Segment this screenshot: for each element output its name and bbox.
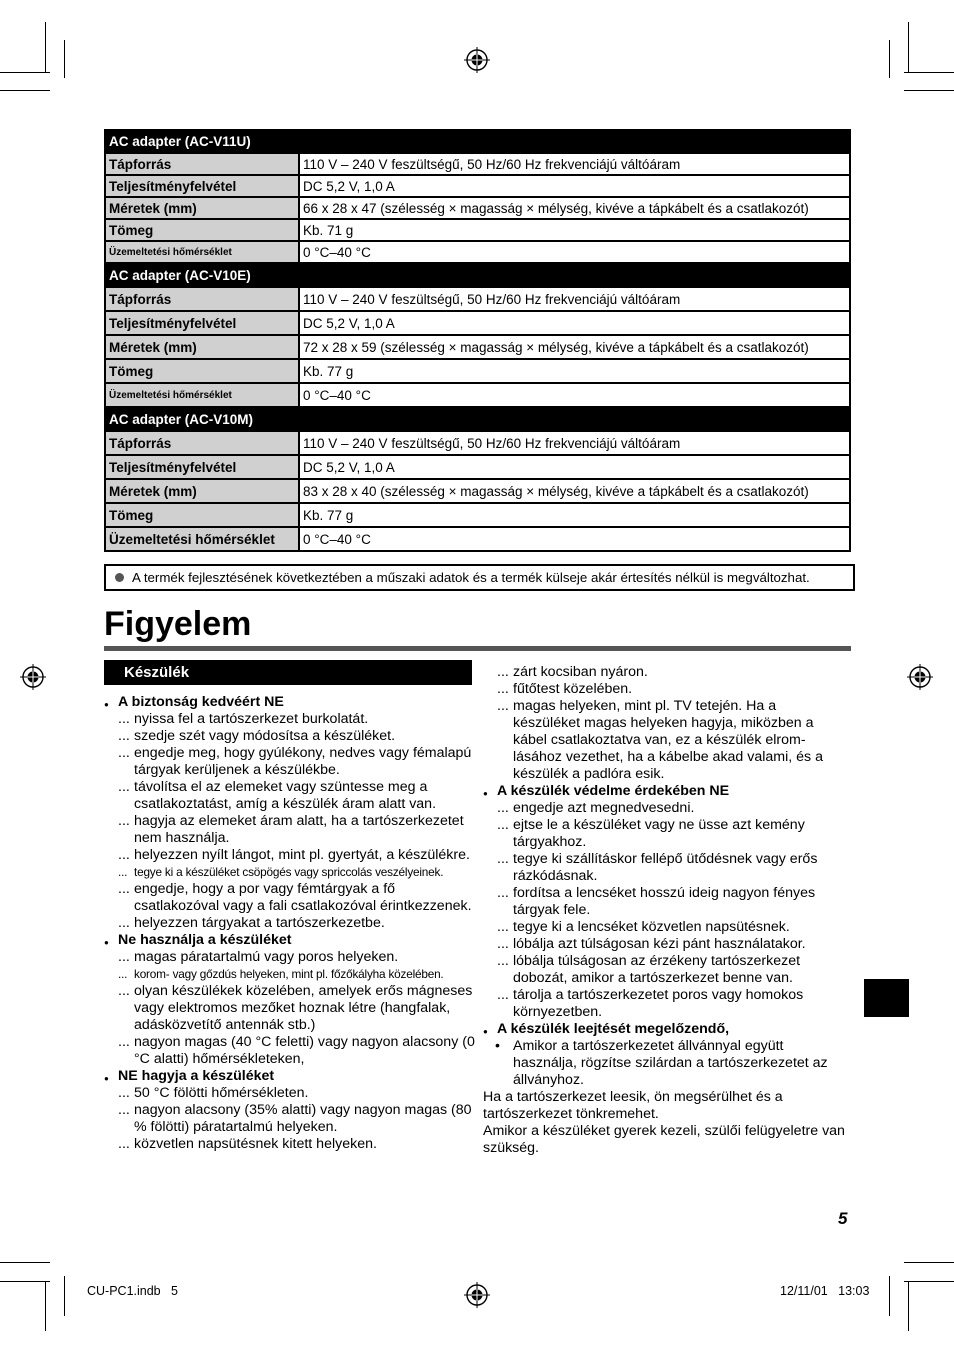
spec-value: 83 x 28 x 40 (szélesség × magasság × mélység, kivéve a tápkábelt és a csatlakozót)	[299, 479, 850, 503]
spec-key: Teljesítményfelvétel	[105, 175, 299, 197]
list-item: ... nagyon alacsony (35% alatti) vagy nagyon magas (80 % fölötti) páratartalmú helyeken.	[104, 1102, 476, 1136]
spec-value: 0 °C–40 °C	[299, 527, 850, 551]
section-heading: Készülék	[104, 660, 472, 685]
registration-mark-icon	[464, 47, 490, 73]
registration-mark-icon	[907, 664, 933, 690]
list-item: ... ejtse le a készüléket vagy ne üsse azt kemény tárgyakhoz.	[483, 817, 845, 851]
list-item: ... korom- vagy gőzdús helyeken, mint pl. főzőkályha közelében.	[104, 966, 476, 983]
crop-mark	[64, 1276, 65, 1316]
list-item: ... engedje, hogy a por vagy fémtárgyak a fő csatlakozóval vagy a fali csatlakozóval érintkezzenek.	[104, 881, 476, 915]
list-heading: ● Ne használja a készüléket	[104, 932, 476, 949]
list-item: ... lóbálja túlságosan az érzékeny tartószerkezet dobozát, amikor a tartószerkezet benne van.	[483, 953, 845, 987]
list-item: ... magas helyeken, mint pl. TV tetején. Ha a készüléket magas helyeken hagyja, miközben a kábel csatlakoztatva van, ez a készülék elromlásához vezethet, ha a kábelbe akad valami, és a készülék a padlóra esik.	[483, 698, 845, 783]
list-item: ... engedje azt megnedvesedni.	[483, 800, 845, 817]
crop-mark	[904, 1262, 954, 1263]
crop-mark	[908, 1281, 909, 1331]
footer-date: 12/11/01 13:03	[780, 1284, 870, 1298]
spec-value: 0 °C–40 °C	[299, 241, 850, 263]
crop-mark	[904, 1281, 954, 1282]
spec-key: Teljesítményfelvétel	[105, 455, 299, 479]
list-item: ... hagyja az elemeket áram alatt, ha a tartószerkezetet nem használja.	[104, 813, 476, 847]
crop-mark	[0, 72, 50, 73]
list-item: ... távolítsa el az elemeket vagy szüntesse meg a csatlakoztatást, amíg a készülék áram alatt van.	[104, 779, 476, 813]
crop-mark	[45, 1281, 46, 1331]
list-item: ... lóbálja azt túlságosan kézi pánt használatakor.	[483, 936, 845, 953]
spec-table	[104, 129, 851, 552]
crop-mark	[64, 40, 65, 78]
table-header: AC adapter (AC-V11U)	[105, 130, 850, 153]
table-header-row	[105, 263, 850, 287]
list-item: ... tárolja a tartószerkezetet poros vagy homokos környezetben.	[483, 987, 845, 1021]
note-text: A termék fejlesztésének következtében a műszaki adatok és a termék külseje akár értesítés nélkül is megváltozhat.	[132, 570, 810, 585]
spec-value: Kb. 77 g	[299, 503, 850, 527]
spec-key: Tömeg	[105, 359, 299, 383]
paragraph: Ha a tartószerkezet leesik, ön megsérülhet és a tartószerkezet tönkremehet.	[483, 1089, 783, 1122]
spec-value: DC 5,2 V, 1,0 A	[299, 455, 850, 479]
table-row	[105, 153, 850, 175]
list-heading: ● NE hagyja a készüléket	[104, 1068, 476, 1085]
crop-mark	[908, 22, 909, 72]
spec-note	[104, 564, 855, 591]
spec-value: 110 V – 240 V feszültségű, 50 Hz/60 Hz frekvenciájú váltóáram	[299, 431, 850, 455]
table-header-row	[105, 130, 850, 153]
list-item: ... magas páratartalmú vagy poros helyeken.	[104, 949, 476, 966]
list-item: ... 50 °C fölötti hőmérsékleten.	[104, 1085, 476, 1102]
table-row	[105, 479, 850, 503]
table-row	[105, 527, 850, 551]
list-item: ... olyan készülékek közelében, amelyek erős mágneses vagy elektromos mezőket hoznak létre (hangfalak, adásközvetítő antennák stb.)	[104, 983, 476, 1034]
crop-mark	[904, 90, 954, 91]
spec-key: Üzemeltetési hőmérséklet	[105, 241, 299, 263]
language-tab	[864, 979, 909, 1017]
spec-key: Méretek (mm)	[105, 197, 299, 219]
spec-key: Méretek (mm)	[105, 479, 299, 503]
spec-key: Teljesítményfelvétel	[105, 311, 299, 335]
page-number: 5	[838, 1209, 848, 1228]
page-title: Figyelem	[104, 605, 252, 643]
spec-value: 110 V – 240 V feszültségű, 50 Hz/60 Hz frekvenciájú váltóáram	[299, 287, 850, 311]
table-row	[105, 287, 850, 311]
registration-mark-icon	[464, 1282, 490, 1308]
crop-mark	[889, 40, 890, 78]
table-row	[105, 197, 850, 219]
list-item: ... fordítsa a lencséket hosszú ideig nagyon fényes tárgyak fele.	[483, 885, 845, 919]
spec-key: Tömeg	[105, 219, 299, 241]
table-row	[105, 359, 850, 383]
table-row	[105, 383, 850, 407]
list-heading: ● A készülék leejtését megelőzendő,	[483, 1021, 845, 1038]
table-header: AC adapter (AC-V10M)	[105, 407, 850, 431]
left-column	[104, 694, 476, 1153]
table-row	[105, 431, 850, 455]
spec-key: Tápforrás	[105, 153, 299, 175]
crop-mark	[45, 22, 46, 72]
table-row	[105, 219, 850, 241]
footer-file: CU-PC1.indb 5	[87, 1284, 179, 1298]
list-heading: ● A biztonság kedvéért NE	[104, 694, 476, 711]
crop-mark	[904, 72, 954, 73]
spec-value: Kb. 71 g	[299, 219, 850, 241]
crop-mark	[889, 1276, 890, 1316]
list-item: ... zárt kocsiban nyáron.	[483, 664, 845, 681]
list-item: ... közvetlen napsütésnek kitett helyeken.	[104, 1136, 476, 1153]
spec-key: Tápforrás	[105, 287, 299, 311]
spec-key: Üzemeltetési hőmérséklet	[105, 527, 299, 551]
list-item: ... nyissa fel a tartószerkezet burkolatát.	[104, 711, 476, 728]
bullet-icon	[115, 573, 124, 582]
spec-key: Tápforrás	[105, 431, 299, 455]
table-row	[105, 241, 850, 263]
table-header: AC adapter (AC-V10E)	[105, 263, 850, 287]
crop-mark	[0, 1281, 50, 1282]
spec-value: 72 x 28 x 59 (szélesség × magasság × mélység, kivéve a tápkábelt és a csatlakozót)	[299, 335, 850, 359]
list-item: ... szedje szét vagy módosítsa a készüléket.	[104, 728, 476, 745]
list-item: ... nagyon magas (40 °C feletti) vagy nagyon alacsony (0 °C alatti) hőmérsékleteken,	[104, 1034, 476, 1068]
crop-mark	[0, 1262, 50, 1263]
spec-value: 110 V – 240 V feszültségű, 50 Hz/60 Hz frekvenciájú váltóáram	[299, 153, 850, 175]
table-row	[105, 503, 850, 527]
table-header-row	[105, 407, 850, 431]
table-row	[105, 455, 850, 479]
list-heading: ● A készülék védelme érdekében NE	[483, 783, 845, 800]
list-item: ... engedje meg, hogy gyúlékony, nedves vagy fémalapú tárgyak kerüljenek a készülékbe.	[104, 745, 476, 779]
right-column	[483, 664, 845, 1157]
spec-key: Méretek (mm)	[105, 335, 299, 359]
table-row	[105, 175, 850, 197]
spec-value: Kb. 77 g	[299, 359, 850, 383]
list-item: • Amikor a tartószerkezetet állvánnyal együtt használja, rögzítse szilárdan a tartószerkezetet az állványhoz.	[483, 1038, 845, 1089]
crop-mark	[0, 90, 50, 91]
list-item: ... tegye ki szállításkor fellépő ütődésnek vagy erős rázkódásnak.	[483, 851, 845, 885]
spec-key: Üzemeltetési hőmérséklet	[105, 383, 299, 407]
spec-value: DC 5,2 V, 1,0 A	[299, 311, 850, 335]
list-item: ... tegye ki a lencséket közvetlen napsütésnek.	[483, 919, 845, 936]
list-item: ... fűtőtest közelében.	[483, 681, 845, 698]
paragraph: Amikor a készüléket gyerek kezeli, szülői felügyeletre van szükség.	[483, 1123, 845, 1156]
spec-value: 0 °C–40 °C	[299, 383, 850, 407]
table-row	[105, 335, 850, 359]
spec-key: Tömeg	[105, 503, 299, 527]
spec-value: DC 5,2 V, 1,0 A	[299, 175, 850, 197]
list-item: ... helyezzen tárgyakat a tartószerkezetbe.	[104, 915, 476, 932]
registration-mark-icon	[20, 664, 46, 690]
list-item: ... tegye ki a készüléket csöpögés vagy spriccolás veszélyeinek.	[104, 864, 476, 881]
title-rule	[104, 646, 851, 651]
list-item: ... helyezzen nyílt lángot, mint pl. gyertyát, a készülékre.	[104, 847, 476, 864]
spec-value: 66 x 28 x 47 (szélesség × magasság × mélység, kivéve a tápkábelt és a csatlakozót)	[299, 197, 850, 219]
table-row	[105, 311, 850, 335]
